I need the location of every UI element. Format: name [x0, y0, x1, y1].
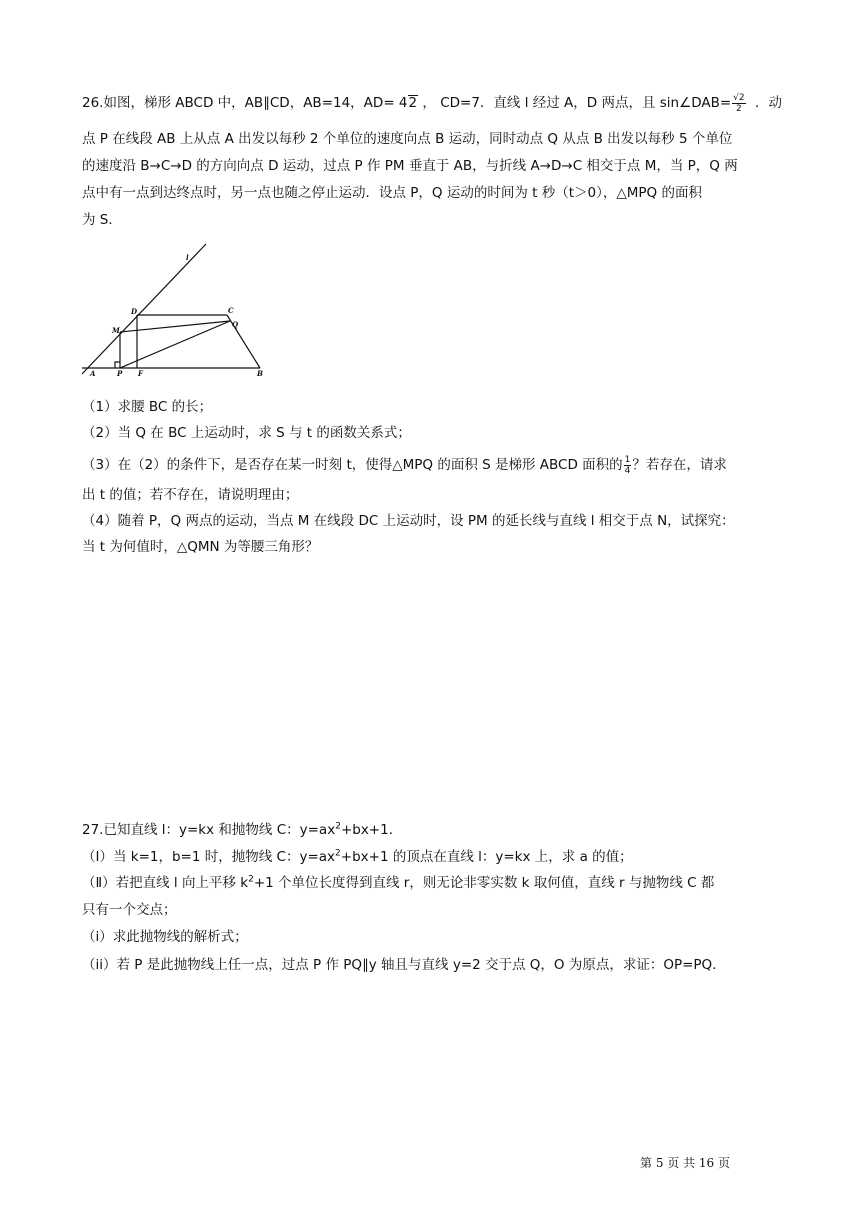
q26-text: 26.如图，梯形 ABCD 中，AB∥CD，AB=14，AD= 4 — [82, 95, 408, 111]
page-footer: 第 5 页 共 16 页 — [640, 1156, 730, 1170]
q27-part-2 — [82, 870, 782, 896]
q27-text: +bx+1． — [340, 822, 403, 838]
label-b: B — [257, 369, 263, 378]
q27-part-ii: （ii）若 P 是此抛物线上任一点，过点 P 作 PQ∥y 轴且与直线 y=2 交于点 Q，O 为原点，求证：OP=PQ． — [82, 957, 726, 973]
label-d: D — [131, 307, 138, 316]
sqrt-symbol: 2 — [408, 95, 418, 111]
label-p: P — [117, 369, 123, 378]
q26-text: ？若存在，请求 — [632, 457, 727, 473]
superscript: 2 — [335, 848, 341, 859]
label-c: C — [228, 306, 234, 315]
q26-text: （3）在（2）的条件下，是否存在某一时刻 t，使得△MPQ 的面积 S 是梯形 ABCD 面积的 — [82, 457, 623, 473]
trapezoid-figure — [82, 240, 282, 380]
q26-part-4: （4）随着 P，Q 两点的运动，当点 M 在线段 DC 上运动时，设 PM 的延长线与直线 l 相交于点 N，试探究： — [82, 513, 735, 529]
superscript: 2 — [335, 821, 341, 832]
q26-part-2: （2）当 Q 在 BC 上运动时，求 S 与 t 的函数关系式； — [82, 425, 411, 441]
q26-part-4-cont: 当 t 为何值时，△QMN 为等腰三角形？ — [82, 539, 319, 555]
q27-part-1 — [82, 844, 782, 870]
q26-line-2: 点 P 在线段 AB 上从点 A 出发以每秒 2 个单位的速度向点 B 运动，同时动点 Q 从点 B 出发以每秒 5 个单位 — [82, 131, 733, 147]
q27-text: 27.已知直线 l：y=kx 和抛物线 C：y=ax — [82, 822, 336, 838]
line-l — [82, 244, 206, 374]
fraction: $\frac{√2}{2}$ — [733, 92, 745, 114]
q27-part-2-cont: 只有一个交点； — [82, 902, 177, 918]
q26-text: ．动 — [755, 95, 782, 111]
q26-line-5: 为 S． — [82, 212, 122, 228]
q27-line-1 — [82, 817, 782, 843]
q26-line-1 — [82, 90, 782, 116]
label-l: l — [186, 253, 189, 262]
q26-part-3-cont: 出 t 的值；若不存在，请说明理由； — [82, 487, 299, 503]
q27-part-i: （i）求此抛物线的解析式； — [82, 929, 248, 945]
label-f: F — [138, 369, 143, 378]
q27-text: +1 个单位长度得到直线 r，则无论非零实数 k 取何值，直线 r 与抛物线 C 都 — [253, 875, 715, 891]
label-m: M — [112, 326, 120, 335]
q26-text: ， CD=7．直线 l 经过 A，D 两点，且 sin∠DAB= — [418, 95, 732, 111]
q26-line-3: 的速度沿 B→C→D 的方向向点 D 运动，过点 P 作 PM 垂直于 AB，与折线 A→D→C 相交于点 M，当 P，Q 两 — [82, 158, 738, 174]
fraction: $\frac{1}{4}$ — [624, 454, 631, 476]
q27-text: （Ⅱ）若把直线 l 向上平移 k — [82, 875, 249, 891]
q26-part-1: （1）求腰 BC 的长； — [82, 399, 213, 415]
superscript: 2 — [248, 874, 254, 885]
q27-text: （Ⅰ）当 k=1，b=1 时，抛物线 C：y=ax — [82, 849, 336, 865]
q27-text: +bx+1 的顶点在直线 l：y=kx 上，求 a 的值； — [340, 849, 633, 865]
right-angle-mark — [115, 362, 120, 368]
q26-part-3 — [82, 452, 782, 478]
q26-line-4: 点中有一点到达终点时，另一点也随之停止运动．设点 P，Q 运动的时间为 t 秒（t＞0），△MPQ 的面积 — [82, 185, 702, 201]
label-a: A — [90, 369, 96, 378]
label-q: Q — [232, 320, 239, 329]
